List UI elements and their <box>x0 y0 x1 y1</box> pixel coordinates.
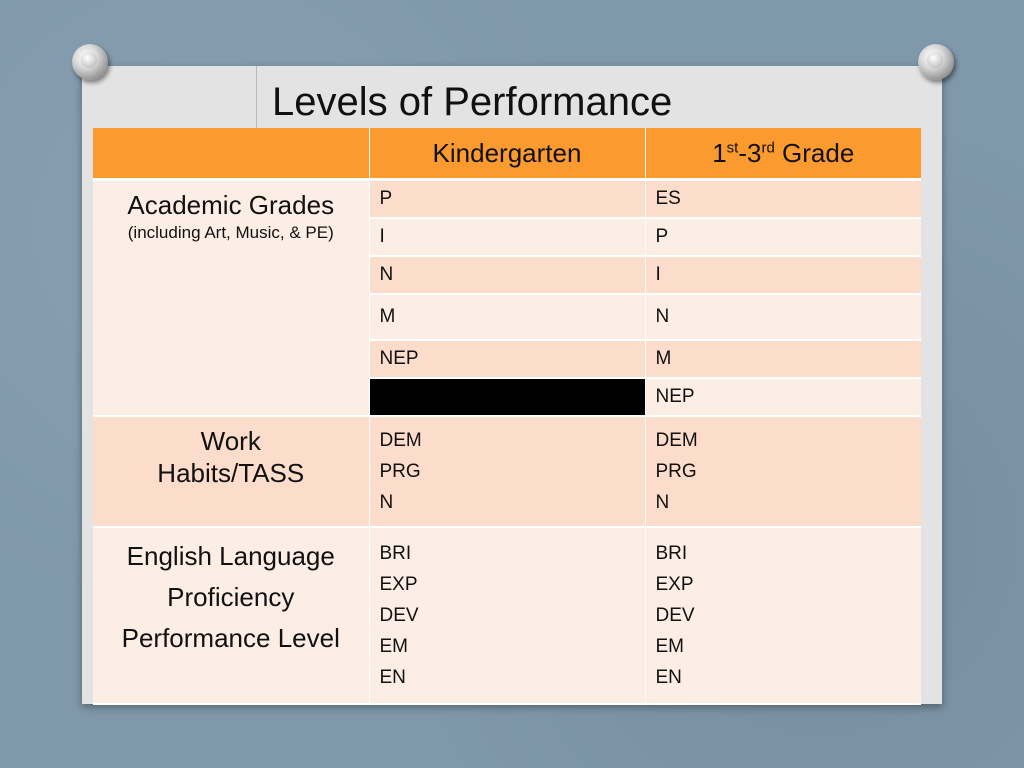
kindergarten-blank-black-cell <box>369 378 645 416</box>
pushpin-icon <box>72 44 108 80</box>
kindergarten-academic-cell: N <box>369 256 645 294</box>
grades-academic-cell: NEP <box>645 378 921 416</box>
academic-grades-sublabel: (including Art, Music, & PE) <box>127 223 334 242</box>
pushpin-icon <box>918 44 954 80</box>
academic-grades-label-cell <box>93 180 369 417</box>
header-row <box>93 128 921 180</box>
grades-academic-cell: M <box>645 340 921 378</box>
grades-academic-cell: ES <box>645 180 921 219</box>
header-grade-prefix: 1 <box>712 137 727 168</box>
english-code: EXP <box>655 574 694 595</box>
kindergarten-academic-cell: M <box>369 294 645 340</box>
work-habits-code: N <box>379 492 394 513</box>
grades-academic-cell: P <box>645 218 921 256</box>
header-kindergarten: Kindergarten <box>369 128 645 180</box>
kindergarten-english-cell <box>369 527 645 704</box>
grades-work-habits-cell <box>645 416 921 527</box>
grades-academic-cell: N <box>645 294 921 340</box>
header-grades-1-3 <box>645 128 921 180</box>
work-habits-label-cell <box>93 416 369 527</box>
work-habits-code: DEM <box>655 430 698 451</box>
academic-row-1 <box>93 180 921 219</box>
header-blank-cell <box>93 128 369 180</box>
work-habits-code: N <box>655 492 670 513</box>
grades-academic-cell: I <box>645 256 921 294</box>
title-divider <box>256 66 257 128</box>
levels-table <box>93 128 921 705</box>
english-proficiency-label: English Language Proficiency Performance Level <box>121 541 340 653</box>
work-habits-code: PRG <box>655 461 697 482</box>
work-habits-row <box>93 416 921 527</box>
slide-title: Levels of Performance <box>272 80 673 124</box>
english-proficiency-row <box>93 527 921 704</box>
work-habits-label: Work Habits/TASS <box>157 426 305 488</box>
english-code: DEV <box>379 605 419 626</box>
grades-english-cell <box>645 527 921 704</box>
english-code: DEV <box>655 605 695 626</box>
header-grade-mid: -3 <box>738 137 762 168</box>
english-code: EXP <box>379 574 418 595</box>
english-code: EN <box>655 667 682 688</box>
work-habits-code: PRG <box>379 461 421 482</box>
english-proficiency-label-cell <box>93 527 369 704</box>
kindergarten-academic-cell: I <box>369 218 645 256</box>
english-code: EM <box>655 636 684 657</box>
english-code: BRI <box>379 543 412 564</box>
work-habits-code: DEM <box>379 430 422 451</box>
header-grade-sup1: st <box>726 138 739 156</box>
kindergarten-academic-cell: NEP <box>369 340 645 378</box>
kindergarten-academic-cell: P <box>369 180 645 219</box>
header-grade-suffix: Grade <box>774 137 855 168</box>
english-code: EN <box>379 667 406 688</box>
header-grade-sup2: rd <box>761 138 775 156</box>
english-code: EM <box>379 636 408 657</box>
academic-grades-label: Academic Grades <box>127 190 335 220</box>
kindergarten-work-habits-cell <box>369 416 645 527</box>
english-code: BRI <box>655 543 688 564</box>
